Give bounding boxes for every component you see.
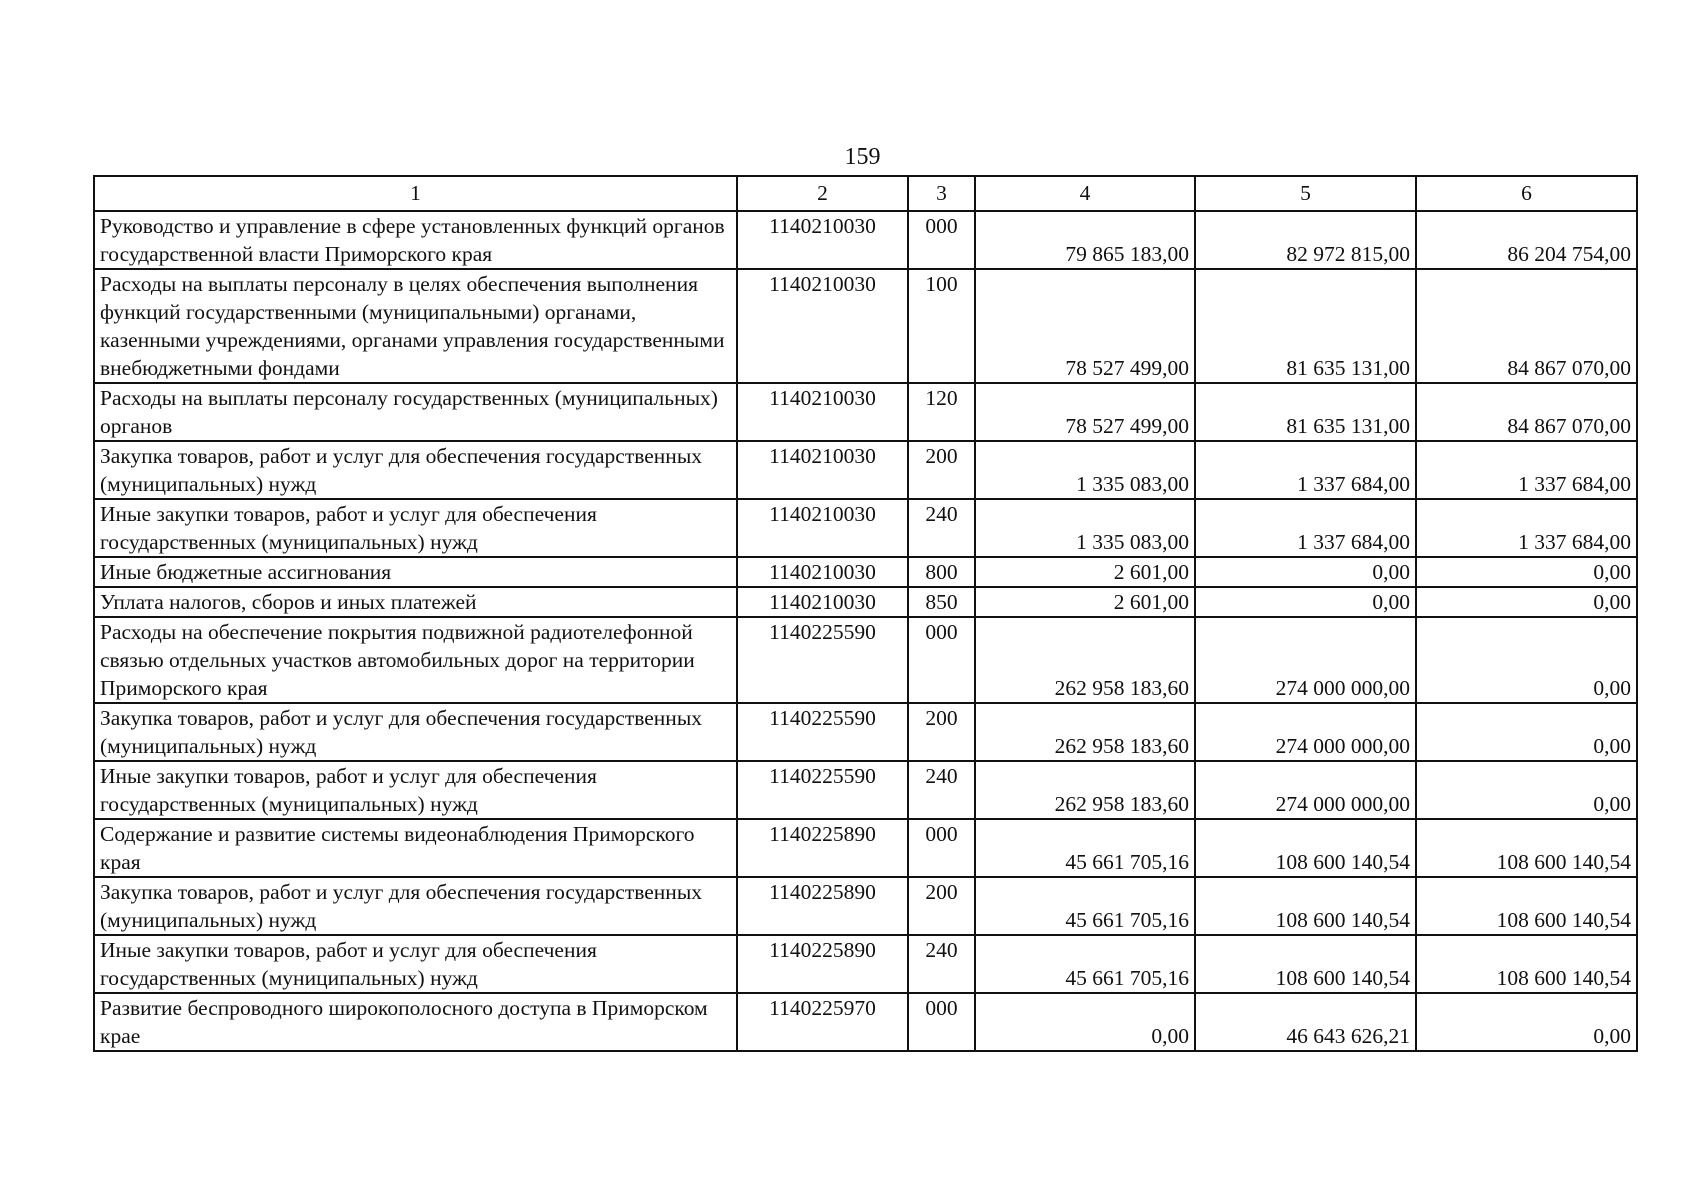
row-value-cell: 45 661 705,16: [975, 819, 1195, 877]
row-value-cell: 1 337 684,00: [1416, 499, 1637, 557]
row-value-cell: 0,00: [975, 993, 1195, 1051]
row-value-cell: 108 600 140,54: [1416, 819, 1637, 877]
row-value-cell: 45 661 705,16: [975, 877, 1195, 935]
row-value-cell: 274 000 000,00: [1195, 617, 1416, 703]
table-row: [94, 587, 1637, 617]
row-name-cell: Расходы на выплаты персоналу государственных (муниципальных) органов: [94, 383, 737, 441]
row-code-cell: 1140225590: [737, 703, 908, 761]
row-type-cell: 000: [908, 819, 975, 877]
row-value-cell: 81 635 131,00: [1195, 383, 1416, 441]
table-row: [94, 617, 1637, 703]
row-name-cell: Закупка товаров, работ и услуг для обеспечения государственных (муниципальных) нужд: [94, 877, 737, 935]
row-name-cell: Развитие беспроводного широкополосного доступа в Приморском крае: [94, 993, 737, 1051]
page-number: 159: [844, 144, 881, 170]
budget-table: [93, 175, 1638, 1052]
column-header: 6: [1416, 176, 1637, 211]
row-type-cell: 200: [908, 703, 975, 761]
row-name-cell: Расходы на выплаты персоналу в целях обеспечения выполнения функций государственными (муниципальными) органами, казенными учреждениями, органами управления государственными внебюджетными фондами: [94, 269, 737, 383]
row-value-cell: 84 867 070,00: [1416, 383, 1637, 441]
row-code-cell: 1140210030: [737, 269, 908, 383]
row-name-cell: Расходы на обеспечение покрытия подвижной радиотелефонной связью отдельных участков автомобильных дорог на территории Приморского края: [94, 617, 737, 703]
row-value-cell: 1 337 684,00: [1195, 441, 1416, 499]
row-name-cell: Иные бюджетные ассигнования: [94, 557, 737, 587]
table-row: [94, 703, 1637, 761]
table-row: [94, 383, 1637, 441]
row-value-cell: 78 527 499,00: [975, 269, 1195, 383]
row-value-cell: 108 600 140,54: [1195, 819, 1416, 877]
row-name-cell: Иные закупки товаров, работ и услуг для обеспечения государственных (муниципальных) нужд: [94, 935, 737, 993]
row-value-cell: 0,00: [1195, 557, 1416, 587]
row-value-cell: 0,00: [1416, 617, 1637, 703]
table-row: [94, 441, 1637, 499]
row-name-cell: Уплата налогов, сборов и иных платежей: [94, 587, 737, 617]
row-value-cell: 108 600 140,54: [1416, 935, 1637, 993]
row-code-cell: 1140225890: [737, 819, 908, 877]
row-type-cell: 200: [908, 441, 975, 499]
column-header: 3: [908, 176, 975, 211]
row-value-cell: 0,00: [1416, 703, 1637, 761]
row-value-cell: 46 643 626,21: [1195, 993, 1416, 1051]
table-row: [94, 993, 1637, 1051]
row-value-cell: 1 335 083,00: [975, 499, 1195, 557]
row-value-cell: 45 661 705,16: [975, 935, 1195, 993]
table-row: [94, 877, 1637, 935]
row-code-cell: 1140210030: [737, 211, 908, 269]
row-code-cell: 1140210030: [737, 587, 908, 617]
row-value-cell: 2 601,00: [975, 587, 1195, 617]
row-type-cell: 200: [908, 877, 975, 935]
row-value-cell: 0,00: [1416, 557, 1637, 587]
column-header: 4: [975, 176, 1195, 211]
row-code-cell: 1140210030: [737, 557, 908, 587]
row-value-cell: 274 000 000,00: [1195, 703, 1416, 761]
row-value-cell: 82 972 815,00: [1195, 211, 1416, 269]
row-code-cell: 1140210030: [737, 441, 908, 499]
row-type-cell: 240: [908, 499, 975, 557]
row-type-cell: 120: [908, 383, 975, 441]
row-code-cell: 1140225970: [737, 993, 908, 1051]
row-value-cell: 262 958 183,60: [975, 617, 1195, 703]
row-value-cell: 108 600 140,54: [1416, 877, 1637, 935]
row-value-cell: 1 335 083,00: [975, 441, 1195, 499]
table-row: [94, 935, 1637, 993]
row-type-cell: 850: [908, 587, 975, 617]
table-row: [94, 269, 1637, 383]
row-type-cell: 240: [908, 761, 975, 819]
row-name-cell: Закупка товаров, работ и услуг для обеспечения государственных (муниципальных) нужд: [94, 441, 737, 499]
column-header: 1: [94, 176, 737, 211]
row-value-cell: 108 600 140,54: [1195, 877, 1416, 935]
row-value-cell: 1 337 684,00: [1416, 441, 1637, 499]
row-type-cell: 000: [908, 617, 975, 703]
row-value-cell: 274 000 000,00: [1195, 761, 1416, 819]
row-value-cell: 0,00: [1416, 761, 1637, 819]
row-name-cell: Закупка товаров, работ и услуг для обеспечения государственных (муниципальных) нужд: [94, 703, 737, 761]
row-value-cell: 79 865 183,00: [975, 211, 1195, 269]
column-header: 2: [737, 176, 908, 211]
row-type-cell: 000: [908, 211, 975, 269]
row-value-cell: 0,00: [1195, 587, 1416, 617]
row-code-cell: 1140225590: [737, 761, 908, 819]
table-row: [94, 557, 1637, 587]
column-header: 5: [1195, 176, 1416, 211]
table-row: [94, 819, 1637, 877]
row-value-cell: 0,00: [1416, 993, 1637, 1051]
row-value-cell: 262 958 183,60: [975, 703, 1195, 761]
row-code-cell: 1140210030: [737, 383, 908, 441]
row-name-cell: Руководство и управление в сфере установленных функций органов государственной власти Приморского края: [94, 211, 737, 269]
table-row: [94, 499, 1637, 557]
row-name-cell: Иные закупки товаров, работ и услуг для обеспечения государственных (муниципальных) нужд: [94, 761, 737, 819]
row-value-cell: 81 635 131,00: [1195, 269, 1416, 383]
row-value-cell: 78 527 499,00: [975, 383, 1195, 441]
row-value-cell: 262 958 183,60: [975, 761, 1195, 819]
row-type-cell: 100: [908, 269, 975, 383]
row-code-cell: 1140225890: [737, 877, 908, 935]
table-header-row: [94, 176, 1637, 211]
row-value-cell: 84 867 070,00: [1416, 269, 1637, 383]
table-row: [94, 761, 1637, 819]
row-value-cell: 2 601,00: [975, 557, 1195, 587]
row-value-cell: 108 600 140,54: [1195, 935, 1416, 993]
row-type-cell: 240: [908, 935, 975, 993]
table-row: [94, 211, 1637, 269]
row-type-cell: 800: [908, 557, 975, 587]
row-code-cell: 1140225890: [737, 935, 908, 993]
row-name-cell: Иные закупки товаров, работ и услуг для обеспечения государственных (муниципальных) нужд: [94, 499, 737, 557]
row-code-cell: 1140225590: [737, 617, 908, 703]
row-value-cell: 86 204 754,00: [1416, 211, 1637, 269]
row-value-cell: 1 337 684,00: [1195, 499, 1416, 557]
row-name-cell: Содержание и развитие системы видеонаблюдения Приморского края: [94, 819, 737, 877]
row-code-cell: 1140210030: [737, 499, 908, 557]
row-type-cell: 000: [908, 993, 975, 1051]
row-value-cell: 0,00: [1416, 587, 1637, 617]
